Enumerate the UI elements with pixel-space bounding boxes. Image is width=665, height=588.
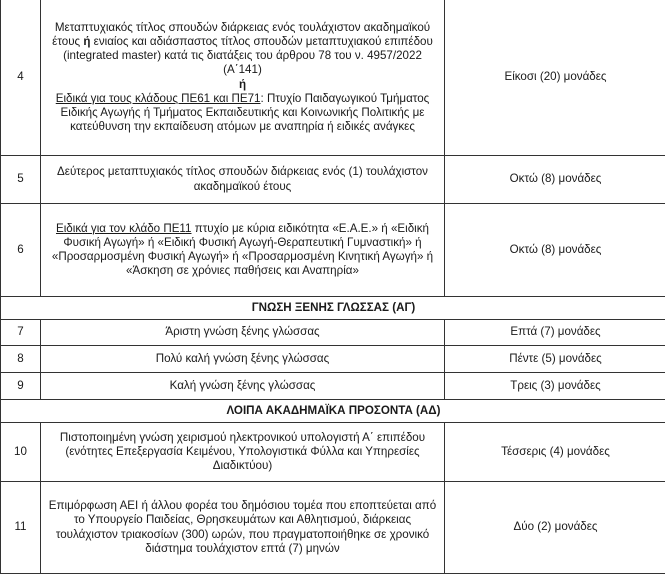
row-points: Επτά (7) μονάδες: [445, 320, 665, 346]
desc-special-text: : Πτυχίο Παιδαγωγικού Τμήματος Ειδικής Αγωγής ή Τμήματος Εκπαιδευτικής και Κοινωνικής Πολιτικής με κατεύθυνση την εκπαίδευση ατόμων με αναπηρία ή ειδικές ανάγκες: [60, 91, 430, 133]
row-description: [41, 204, 445, 297]
row-points: Τρεις (3) μονάδες: [445, 373, 665, 400]
row-description: Άριστη γνώση ξένης γλώσσας: [41, 320, 445, 346]
table-row: [1, 320, 665, 346]
row-number: 10: [1, 423, 41, 482]
row-number: 5: [1, 156, 41, 204]
row-points: Είκοσι (20) μονάδες: [445, 0, 665, 156]
row-number: 9: [1, 373, 41, 400]
table-row: [1, 346, 665, 373]
row-number: 4: [1, 0, 41, 156]
row-description: Πολύ καλή γνώση ξένης γλώσσας: [41, 346, 445, 373]
row-number: 6: [1, 204, 41, 297]
row-description: Δεύτερος μεταπτυχιακός τίτλος σπουδών διάρκειας ενός (1) τουλάχιστον ακαδημαϊκού έτους: [41, 156, 445, 204]
table-row: [1, 482, 665, 574]
table-row: [1, 156, 665, 204]
row-description: Επιμόρφωση ΑΕΙ ή άλλου φορέα του δημόσιου τομέα που εποπτεύεται από το Υπουργείο Παιδείας, Θρησκευμάτων και Αθλητισμού, διάρκειας τουλάχιστον τριακοσίων (300) ωρών, που πραγματοποιήθηκε σε χρονικό διάστημα τουλάχιστον επτά (7) μηνών: [41, 482, 445, 574]
section-header-row: [1, 297, 665, 320]
section-title: ΛΟΙΠΑ ΑΚΑΔΗΜΑΪΚΑ ΠΡΟΣΟΝΤΑ (ΑΔ): [1, 400, 665, 423]
row-points: Δύο (2) μονάδες: [445, 482, 665, 574]
table-row: [1, 373, 665, 400]
table-row: [1, 423, 665, 482]
row-description: Καλή γνώση ξένης γλώσσας: [41, 373, 445, 400]
row-points: Τέσσερις (4) μονάδες: [445, 423, 665, 482]
desc-special-label: Ειδικά για τους κλάδους ΠΕ61 και ΠΕ71: [55, 91, 261, 105]
desc-or: ή: [83, 35, 91, 49]
row-points: Πέντε (5) μονάδες: [445, 346, 665, 373]
row-description: [41, 0, 445, 156]
row-description: Πιστοποιημένη γνώση χειρισμού ηλεκτρονικού υπολογιστή Α΄ επιπέδου (ενότητες Επεξεργασία Κειμένου, Υπολογιστικά Φύλλα και Υπηρεσίες Διαδικτύου): [41, 423, 445, 482]
desc-main-cont: ενιαίος και αδιάσπαστος τίτλος σπουδών μεταπτυχιακού επιπέδου (integrated master) κατά τις διατάξεις του άρθρου 78 του ν. 4957/2022 (Α΄141): [63, 35, 433, 77]
section-header-row: [1, 400, 665, 423]
row-number: 7: [1, 320, 41, 346]
row-points: Οκτώ (8) μονάδες: [445, 204, 665, 297]
desc-special-text: πτυχίο με κύρια ειδικότητα «Ε.Α.Ε.» ή «Ειδική Φυσική Αγωγή» ή «Ειδική Φυσική Αγωγή-Θεραπευτική Γυμναστική» ή «Προσαρμοσμένη Φυσική Αγωγή» ή «Προσαρμοσμένη Κινητική Αγωγή» ή «Άσκηση σε χρόνιες παθήσεις και Αναπηρία»: [51, 221, 434, 278]
table-row: [1, 204, 665, 297]
desc-main: Μεταπτυχιακός τίτλος σπουδών διάρκειας ενός τουλάχιστον ακαδημαϊκού έτους: [52, 21, 431, 49]
row-number: 11: [1, 482, 41, 574]
desc-special-label: Ειδικά για τον κλάδο ΠΕ11: [55, 221, 192, 235]
row-number: 8: [1, 346, 41, 373]
section-title: ΓΝΩΣΗ ΞΕΝΗΣ ΓΛΩΣΣΑΣ (ΑΓ): [1, 297, 665, 320]
row-points: Οκτώ (8) μονάδες: [445, 156, 665, 204]
table-row: [1, 0, 665, 156]
desc-or: ή: [238, 77, 247, 91]
